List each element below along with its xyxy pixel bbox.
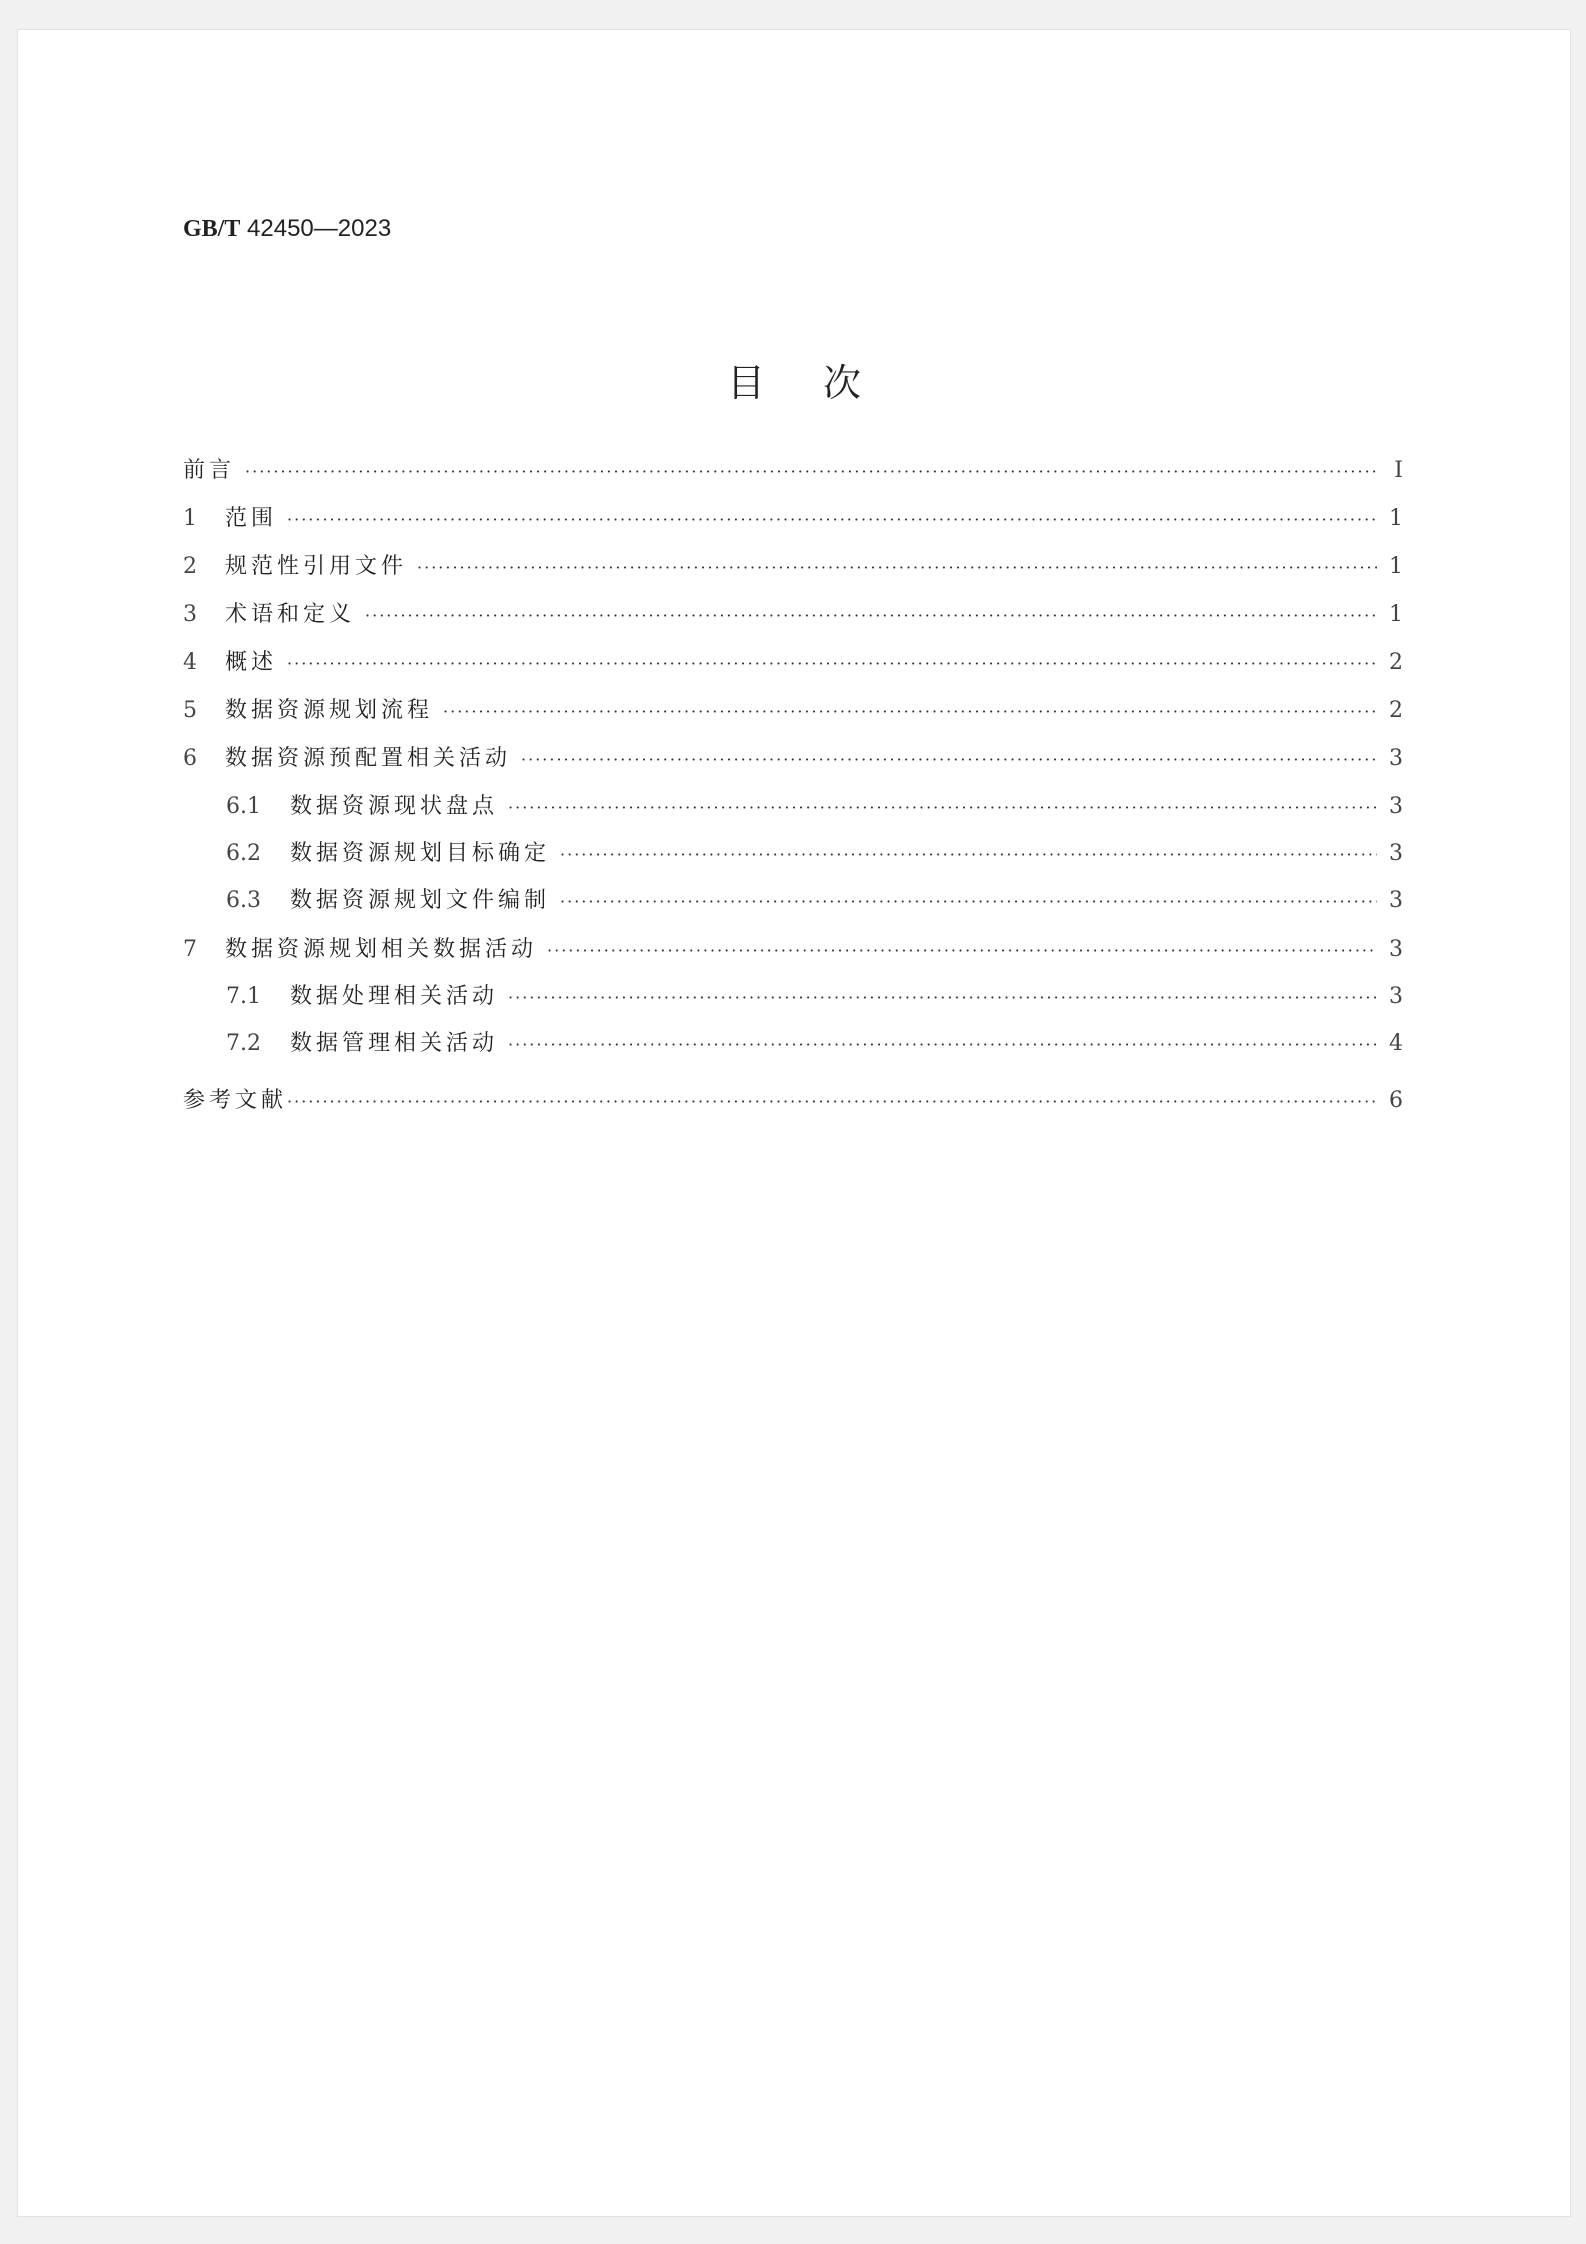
toc-entry-number: 6.3 [226,888,261,913]
toc-entry-page: 1 [1389,554,1403,579]
toc-entry-page: 4 [1389,1031,1403,1056]
dot-leader [560,892,1377,911]
dot-leader [508,988,1377,1007]
page-title: 目次 [726,361,919,405]
toc-entry-number: 5 [183,698,197,723]
toc-entry-number: 7.1 [226,984,261,1009]
dot-leader [287,1092,1377,1111]
toc-entry[interactable] [183,1083,1403,1113]
toc-entry[interactable] [183,1026,1403,1056]
toc-entry-title: 数据资源现状盘点 [290,794,499,819]
toc-entry[interactable] [183,789,1403,819]
dot-leader [508,798,1377,817]
toc-entry-page: 3 [1389,888,1403,913]
toc-entry-number: 6.2 [226,841,261,866]
standard-code: 42450—2023 [247,215,392,242]
dot-leader [443,702,1377,721]
toc-entry[interactable] [183,453,1403,483]
standard-number [183,215,391,243]
toc-entry[interactable] [183,501,1403,531]
toc-entry-title: 数据资源规划文件编制 [290,888,551,913]
dot-leader [287,510,1377,529]
dot-leader [287,654,1377,673]
document-page [17,29,1571,2217]
toc-entry-title: 数据资源规划流程 [225,698,434,723]
toc-entry[interactable] [183,645,1403,675]
toc-entry-title: 范围 [225,506,278,531]
toc-entry-number: 7.2 [226,1031,261,1056]
dot-leader [547,941,1377,960]
toc-entry[interactable] [183,836,1403,866]
toc-entry-page: 3 [1389,794,1403,819]
toc-entry-page: 2 [1389,698,1403,723]
dot-leader [508,1035,1377,1054]
toc-entry[interactable] [183,932,1403,962]
toc-entry-title: 数据管理相关活动 [290,1031,499,1056]
toc-entry-page: I [1394,458,1403,483]
toc-entry-number: 3 [183,602,197,627]
toc-entry-title: 规范性引用文件 [225,554,408,579]
toc-entry-page: 3 [1389,937,1403,962]
dot-leader [417,558,1377,577]
toc-entry-title: 数据资源预配置相关活动 [225,746,512,771]
toc-entry-page: 2 [1389,650,1403,675]
toc-entry[interactable] [183,883,1403,913]
toc-entry-page: 3 [1389,746,1403,771]
toc-entry-number: 2 [183,554,197,579]
dot-leader [245,462,1377,481]
dot-leader [521,750,1377,769]
toc-entry[interactable] [183,549,1403,579]
toc-entry[interactable] [183,693,1403,723]
toc-entry-page: 3 [1389,841,1403,866]
toc-entry-number: 4 [183,650,197,675]
toc-entry-page: 1 [1389,506,1403,531]
standard-prefix: GB/T [183,216,241,242]
toc-entry-title: 前言 [183,458,236,483]
toc-entry-title: 数据资源规划目标确定 [290,841,551,866]
toc-entry-title: 参考文献 [183,1088,288,1113]
toc-entry-page: 6 [1389,1088,1403,1113]
toc-entry-title: 概述 [225,650,278,675]
toc-entry-title: 数据处理相关活动 [290,984,499,1009]
toc-entry-number: 6 [183,746,197,771]
toc-entry-page: 1 [1389,602,1403,627]
toc-entry-number: 1 [183,506,197,531]
toc-entry-title: 数据资源规划相关数据活动 [225,937,538,962]
dot-leader [560,845,1377,864]
toc-entry-title: 术语和定义 [225,602,356,627]
dot-leader [365,606,1377,625]
toc-entry-number: 7 [183,937,197,962]
toc-entry[interactable] [183,597,1403,627]
toc-entry-number: 6.1 [226,794,261,819]
toc-entry-page: 3 [1389,984,1403,1009]
toc-entry[interactable] [183,979,1403,1009]
toc-entry[interactable] [183,741,1403,771]
